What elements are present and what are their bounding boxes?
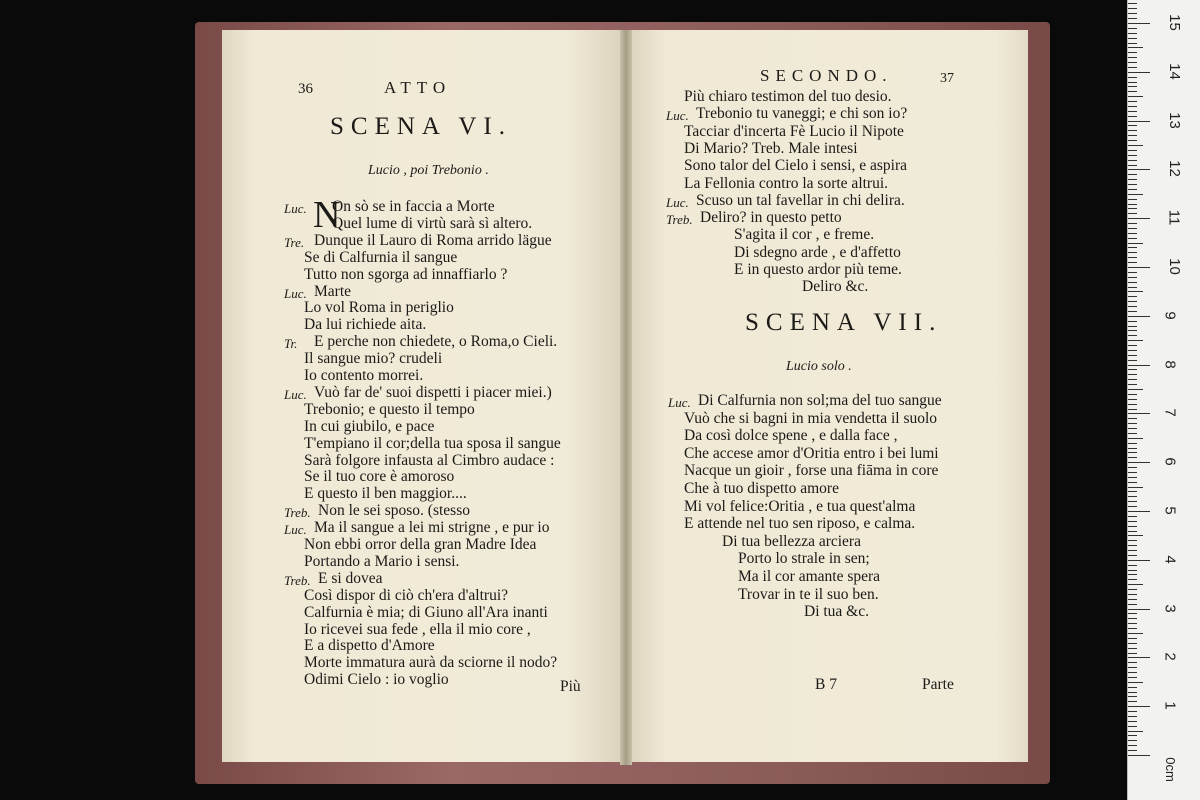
ruler-tick bbox=[1128, 247, 1137, 248]
ruler-tick bbox=[1128, 579, 1137, 580]
ruler-tick bbox=[1128, 667, 1137, 668]
verse-text: On sò se in faccia a Morte bbox=[332, 198, 495, 215]
ruler-tick bbox=[1128, 52, 1137, 53]
ruler-tick bbox=[1128, 257, 1137, 258]
ruler-tick bbox=[1128, 535, 1143, 536]
ruler-tick bbox=[1128, 62, 1137, 63]
verse-text: Di tua &c. bbox=[804, 603, 869, 621]
ruler-tick bbox=[1128, 252, 1137, 253]
verse-text: E attende nel tuo sen riposo, e calma. bbox=[684, 515, 916, 533]
verse-text: Tacciar d'incerta Fè Lucio il Nipote bbox=[684, 122, 904, 140]
ruler-tick bbox=[1128, 701, 1137, 702]
speaker-label: Treb. bbox=[284, 505, 311, 521]
ruler-tick bbox=[1128, 677, 1137, 678]
ruler-tick bbox=[1128, 731, 1143, 732]
ruler-tick bbox=[1128, 599, 1137, 600]
ruler-tick bbox=[1128, 457, 1137, 458]
ruler-tick bbox=[1128, 623, 1137, 624]
ruler-tick bbox=[1128, 150, 1137, 151]
ruler-tick bbox=[1128, 135, 1137, 136]
ruler-tick bbox=[1128, 404, 1137, 405]
verse-text: S'agita il cor , e freme. bbox=[734, 226, 875, 244]
verse-text: Mi vol felice:Oritia , e tua quest'alma bbox=[684, 497, 916, 515]
ruler-tick bbox=[1128, 653, 1137, 654]
speaker-label: Luc. bbox=[284, 522, 307, 538]
ruler-tick bbox=[1128, 72, 1150, 73]
ruler-tick bbox=[1128, 477, 1137, 478]
ruler-tick bbox=[1128, 462, 1150, 463]
ruler-tick bbox=[1128, 330, 1137, 331]
ruler-tick bbox=[1128, 413, 1150, 414]
ruler-tick bbox=[1128, 82, 1137, 83]
ruler-tick bbox=[1128, 448, 1137, 449]
verse-text: Che à tuo dispetto amore bbox=[684, 480, 839, 497]
verse-text: Da così dolce spene , e dalla face , bbox=[684, 427, 898, 445]
ruler-number: 6 bbox=[1161, 457, 1179, 466]
ruler-tick bbox=[1128, 199, 1137, 200]
ruler-tick bbox=[1128, 472, 1137, 473]
ruler-tick bbox=[1128, 384, 1137, 385]
ruler-tick bbox=[1128, 189, 1137, 190]
ruler-tick bbox=[1128, 13, 1137, 14]
ruler-number: 1 bbox=[1161, 701, 1179, 710]
verse-text: Deliro &c. bbox=[802, 278, 869, 296]
right-running-head: SECONDO. bbox=[760, 66, 893, 85]
ruler-tick bbox=[1128, 179, 1137, 180]
verse-text: Scuso un tal favellar in chi delira. bbox=[696, 191, 905, 209]
verse-text: E si dovea bbox=[318, 569, 383, 587]
verse-text: Non ebbi orror della gran Madre Idea bbox=[304, 536, 537, 553]
ruler-tick bbox=[1128, 184, 1137, 185]
ruler-tick bbox=[1128, 609, 1150, 610]
speaker-label: Tr. bbox=[284, 336, 298, 352]
ruler-number: 12 bbox=[1165, 160, 1183, 178]
verse-text: Odimi Cielo : io voglio bbox=[304, 671, 449, 689]
ruler-tick bbox=[1128, 374, 1137, 375]
left-scene-title: SCENA VI. bbox=[330, 113, 513, 140]
ruler-tick bbox=[1128, 399, 1137, 400]
ruler-tick bbox=[1128, 526, 1137, 527]
ruler-tick bbox=[1128, 745, 1137, 746]
ruler-tick bbox=[1128, 67, 1137, 68]
ruler-tick bbox=[1128, 433, 1137, 434]
left-running-head: ATTO bbox=[384, 78, 452, 97]
verse-text: Di tua bellezza arciera bbox=[722, 532, 861, 550]
ruler-tick bbox=[1128, 618, 1137, 619]
verse-text: Calfurnia è mia; di Giuno all'Ara inanti bbox=[304, 603, 548, 621]
verse-text: Ma il sangue a lei mi strigne , e pur io bbox=[314, 519, 550, 537]
ruler-tick bbox=[1128, 130, 1137, 131]
ruler-tick bbox=[1128, 287, 1137, 288]
ruler-tick bbox=[1128, 33, 1137, 34]
ruler-tick bbox=[1128, 360, 1137, 361]
ruler-number: 15 bbox=[1165, 14, 1183, 31]
ruler-tick bbox=[1128, 531, 1137, 532]
ruler-tick bbox=[1128, 755, 1150, 756]
drop-cap: N bbox=[313, 194, 341, 236]
ruler-tick bbox=[1128, 169, 1150, 170]
ruler-tick bbox=[1128, 208, 1137, 209]
ruler-tick bbox=[1128, 604, 1137, 605]
ruler-tick bbox=[1128, 511, 1150, 512]
ruler-tick bbox=[1128, 355, 1137, 356]
ruler-tick bbox=[1128, 706, 1150, 707]
ruler-number: 9 bbox=[1161, 311, 1179, 320]
ruler-tick bbox=[1128, 96, 1143, 97]
ruler-tick bbox=[1128, 365, 1150, 366]
ruler-tick bbox=[1128, 589, 1137, 590]
ruler-tick bbox=[1128, 545, 1137, 546]
right-scene-title: SCENA VII. bbox=[745, 309, 943, 336]
verse-text: Trovar in te il suo ben. bbox=[738, 585, 879, 603]
verse-text: Porto lo strale in sen; bbox=[738, 550, 870, 568]
ruler-tick bbox=[1128, 91, 1137, 92]
ruler-tick bbox=[1128, 550, 1137, 551]
ruler-tick bbox=[1128, 301, 1137, 302]
verse-text: Deliro? in questo petto bbox=[700, 209, 842, 227]
verse-text: Più chiaro testimon del tuo desio. bbox=[684, 88, 892, 105]
ruler-tick bbox=[1128, 111, 1137, 112]
verse-text: Di Calfurnia non sol;ma del tuo sangue bbox=[698, 392, 942, 409]
verse-text: Io contento morrei. bbox=[304, 367, 424, 384]
speaker-label: Luc. bbox=[284, 386, 307, 402]
verse-text: Portando a Mario i sensi. bbox=[304, 552, 460, 570]
ruler-tick bbox=[1128, 243, 1143, 244]
ruler-unit-label: 0cm bbox=[1162, 757, 1178, 782]
ruler-tick bbox=[1128, 501, 1137, 502]
verse-text: Se di Calfurnia il sangue bbox=[304, 248, 458, 266]
ruler-tick bbox=[1128, 350, 1137, 351]
ruler-tick bbox=[1128, 716, 1137, 717]
verse-text: Vuò che si bagni in mia vendetta il suolo bbox=[684, 409, 938, 427]
ruler-tick bbox=[1128, 3, 1137, 4]
verse-text: Da lui richiede aita. bbox=[304, 316, 427, 334]
ruler-tick bbox=[1128, 657, 1150, 658]
verse-text: Sarà folgore infausta al Cimbro audace : bbox=[304, 451, 555, 469]
speaker-label: Luc. bbox=[666, 108, 689, 124]
ruler-tick bbox=[1128, 101, 1137, 102]
verse-text: Marte bbox=[314, 282, 352, 300]
ruler-tick bbox=[1128, 321, 1137, 322]
ruler-tick bbox=[1128, 482, 1137, 483]
speaker-label: Luc. bbox=[666, 194, 689, 210]
ruler-tick bbox=[1128, 340, 1143, 341]
ruler-tick bbox=[1128, 296, 1137, 297]
ruler-tick bbox=[1128, 487, 1143, 488]
ruler-tick bbox=[1128, 443, 1137, 444]
verse-text: La Fellonia contro la sorte altrui. bbox=[684, 174, 889, 192]
ruler-number: 8 bbox=[1161, 359, 1179, 369]
verse-text: Sono talor del Cielo i sensi, e aspira bbox=[684, 157, 907, 175]
ruler-tick bbox=[1128, 369, 1137, 370]
ruler-tick bbox=[1128, 204, 1137, 205]
left-scene-subtitle: Lucio , poi Trebonio . bbox=[368, 163, 489, 178]
left-page-number: 36 bbox=[298, 81, 313, 97]
ruler-tick bbox=[1128, 574, 1137, 575]
ruler-tick bbox=[1128, 8, 1137, 9]
ruler-tick bbox=[1128, 687, 1137, 688]
ruler-tick bbox=[1128, 428, 1137, 429]
ruler-tick bbox=[1128, 521, 1137, 522]
ruler-tick bbox=[1128, 116, 1137, 117]
ruler-number: 5 bbox=[1161, 506, 1179, 515]
ruler-tick bbox=[1128, 326, 1137, 327]
ruler-number: 10 bbox=[1165, 258, 1183, 275]
ruler-tick bbox=[1128, 613, 1137, 614]
ruler-tick bbox=[1128, 379, 1137, 380]
verse-text: Lo vol Roma in periglio bbox=[304, 299, 454, 317]
ruler-tick bbox=[1128, 228, 1137, 229]
ruler-tick bbox=[1128, 692, 1137, 693]
ruler-tick bbox=[1128, 311, 1137, 312]
verse-text: Quel lume di virtù sarà sì altero. bbox=[332, 214, 533, 232]
right-scene-subtitle: Lucio solo . bbox=[786, 359, 852, 374]
ruler-tick bbox=[1128, 750, 1137, 751]
verse-text: E perche non chiedete, o Roma,o Cieli. bbox=[314, 333, 558, 351]
speaker-label: Luc. bbox=[668, 395, 691, 410]
ruler-tick bbox=[1128, 423, 1137, 424]
ruler-tick bbox=[1128, 238, 1137, 239]
ruler-tick bbox=[1128, 43, 1137, 44]
ruler-tick bbox=[1128, 740, 1137, 741]
verse-text: Nacque un gioir , forse una fiāma in core bbox=[684, 462, 939, 480]
speaker-label: Tre. bbox=[284, 234, 305, 250]
ruler-tick bbox=[1128, 418, 1137, 419]
ruler-tick bbox=[1128, 491, 1137, 492]
ruler-tick bbox=[1128, 28, 1137, 29]
ruler-tick bbox=[1128, 86, 1137, 87]
ruler-number: 14 bbox=[1165, 62, 1183, 80]
speaker-label: Treb. bbox=[284, 572, 311, 588]
ruler-tick bbox=[1128, 726, 1137, 727]
verse-text: E in questo ardor più teme. bbox=[734, 261, 902, 278]
ruler-tick bbox=[1128, 438, 1143, 439]
ruler-tick bbox=[1128, 218, 1150, 219]
left-catchword: Più bbox=[560, 678, 581, 695]
ruler-tick bbox=[1128, 57, 1137, 58]
ruler-tick bbox=[1128, 106, 1137, 107]
ruler-tick bbox=[1128, 638, 1137, 639]
verse-text: Morte immatura aurà da sciorne il nodo? bbox=[304, 654, 558, 672]
verse-text: Ma il cor amante spera bbox=[738, 568, 881, 585]
speaker-label: Luc. bbox=[284, 201, 307, 216]
ruler-tick bbox=[1128, 77, 1137, 78]
ruler-tick bbox=[1128, 306, 1137, 307]
ruler-tick bbox=[1128, 648, 1137, 649]
ruler-tick bbox=[1128, 121, 1150, 122]
ruler-tick bbox=[1128, 233, 1137, 234]
verse-text: Trebonio; e questo il tempo bbox=[304, 400, 475, 418]
ruler-tick bbox=[1128, 389, 1143, 390]
ruler-tick bbox=[1128, 223, 1137, 224]
ruler-tick bbox=[1128, 496, 1137, 497]
ruler-number: 7 bbox=[1161, 408, 1179, 418]
verse-text: Che accese amor d'Oritia entro i bei lumi bbox=[684, 444, 939, 462]
verse-text: Dunque il Lauro di Roma arrido lägue bbox=[314, 231, 552, 249]
ruler-tick bbox=[1128, 560, 1150, 561]
verse-text: E a dispetto d'Amore bbox=[304, 637, 435, 655]
ruler-number: 2 bbox=[1161, 652, 1179, 662]
ruler-tick bbox=[1128, 516, 1137, 517]
right-page-number: 37 bbox=[940, 71, 954, 86]
verse-text: T'empiano il cor;della tua sposa il sangue bbox=[304, 434, 561, 452]
verse-text: Tutto non sgorga ad innaffiarlo ? bbox=[304, 265, 508, 283]
verse-text: Se il tuo core è amoroso bbox=[304, 468, 455, 486]
ruler-tick bbox=[1128, 282, 1137, 283]
ruler-tick bbox=[1128, 291, 1143, 292]
verse-text: Non le sei sposo. (stesso bbox=[318, 502, 470, 520]
verse-text: Trebonio tu vaneggi; e chi son io? bbox=[696, 105, 908, 123]
ruler-tick bbox=[1128, 213, 1137, 214]
ruler-tick bbox=[1128, 555, 1137, 556]
verse-text: E questo il ben maggior.... bbox=[304, 485, 467, 503]
ruler-tick bbox=[1128, 145, 1143, 146]
ruler-tick bbox=[1128, 662, 1137, 663]
ruler-tick bbox=[1128, 316, 1150, 317]
verse-text: In cui giubilo, e pace bbox=[304, 417, 435, 435]
ruler-tick bbox=[1128, 23, 1150, 24]
ruler-tick bbox=[1128, 174, 1137, 175]
ruler-tick bbox=[1128, 633, 1143, 634]
speaker-label: Treb. bbox=[666, 212, 693, 228]
ruler-number: 3 bbox=[1161, 603, 1179, 613]
ruler-tick bbox=[1128, 711, 1137, 712]
ruler-tick bbox=[1128, 335, 1137, 336]
ruler-tick bbox=[1128, 277, 1137, 278]
ruler-tick bbox=[1128, 194, 1143, 195]
ruler-tick bbox=[1128, 267, 1150, 268]
verse-text: Così dispor di ciò ch'era d'altrui? bbox=[304, 586, 509, 604]
ruler-number: 11 bbox=[1165, 209, 1183, 226]
ruler-tick bbox=[1128, 565, 1137, 566]
ruler-tick bbox=[1128, 47, 1143, 48]
ruler-tick bbox=[1128, 262, 1137, 263]
ruler-tick bbox=[1128, 594, 1137, 595]
ruler-tick bbox=[1128, 155, 1137, 156]
verse-text: Il sangue mio? crudeli bbox=[304, 350, 443, 368]
ruler-tick bbox=[1128, 160, 1137, 161]
ruler-tick bbox=[1128, 409, 1137, 410]
ruler-tick bbox=[1128, 272, 1137, 273]
ruler-tick bbox=[1128, 140, 1137, 141]
ruler-tick bbox=[1128, 721, 1137, 722]
ruler-tick bbox=[1128, 682, 1143, 683]
ruler-tick bbox=[1128, 467, 1137, 468]
ruler-tick bbox=[1128, 584, 1143, 585]
signature-mark: B 7 bbox=[815, 676, 837, 693]
ruler-tick bbox=[1128, 165, 1137, 166]
ruler-tick bbox=[1128, 506, 1137, 507]
ruler-tick bbox=[1128, 540, 1137, 541]
verse-text: Di sdegno arde , e d'affetto bbox=[734, 243, 901, 261]
verse-text: Di Mario? Treb. Male intesi bbox=[684, 139, 858, 157]
ruler-tick bbox=[1128, 672, 1137, 673]
verse-text: Vuò far de' suoi dispetti i piacer miei.) bbox=[314, 383, 552, 401]
ruler-tick bbox=[1128, 345, 1137, 346]
book-gutter bbox=[620, 30, 632, 765]
ruler-tick bbox=[1128, 18, 1137, 19]
ruler-tick bbox=[1128, 125, 1137, 126]
verse-text: Io ricevei sua fede , ella il mio core , bbox=[304, 620, 531, 638]
ruler-tick bbox=[1128, 452, 1137, 453]
ruler-number: 4 bbox=[1161, 555, 1179, 564]
ruler-tick bbox=[1128, 394, 1137, 395]
ruler-tick bbox=[1128, 570, 1137, 571]
ruler-tick bbox=[1128, 735, 1137, 736]
right-catchword: Parte bbox=[922, 676, 954, 693]
speaker-label: Luc. bbox=[284, 285, 307, 301]
ruler-number: 13 bbox=[1165, 111, 1183, 129]
ruler-tick bbox=[1128, 628, 1137, 629]
ruler-tick bbox=[1128, 696, 1137, 697]
measurement-ruler bbox=[1127, 0, 1200, 800]
ruler-tick bbox=[1128, 38, 1137, 39]
ruler-tick bbox=[1128, 643, 1137, 644]
